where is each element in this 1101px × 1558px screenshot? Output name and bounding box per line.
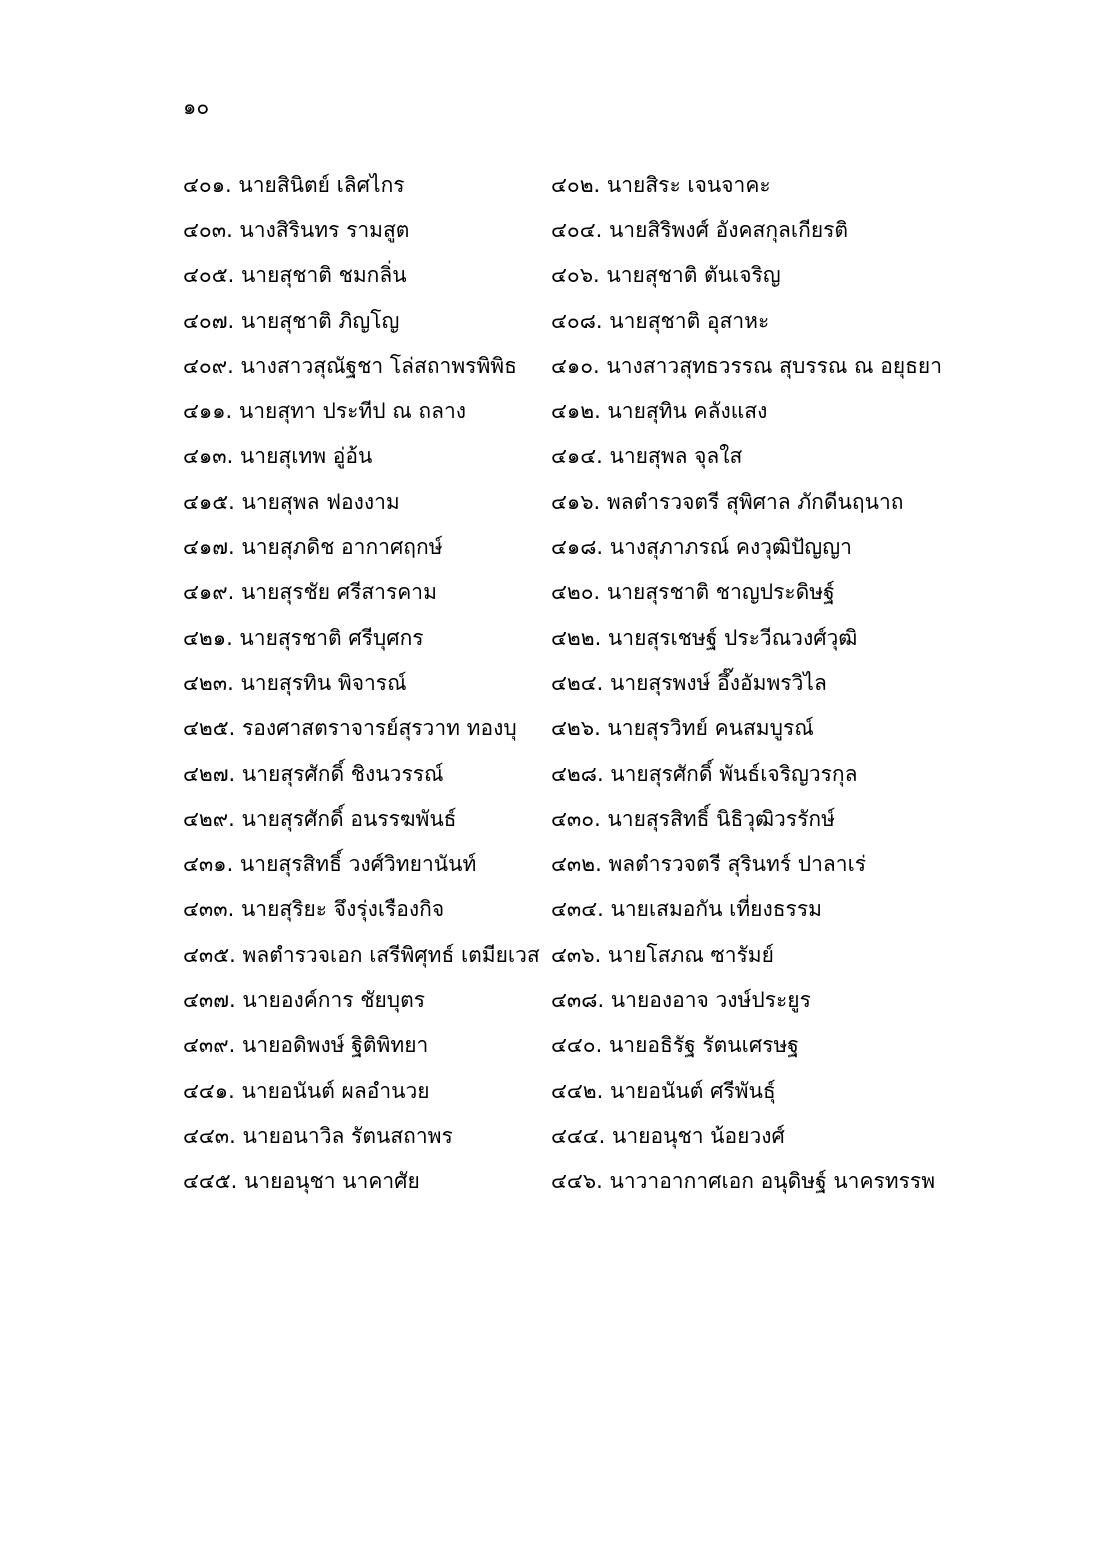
list-item: ๔๐๖. นายสุชาติ ตันเจริญ [551,263,781,288]
list-item: ๔๐๒. นายสิระ เจนจาคะ [551,172,771,197]
list-item: ๔๒๗. นายสุรศักดิ์ ชิงนวรรณ์ [183,761,444,786]
list-item: ๔๓๒. พลตำรวจตรี สุรินทร์ ปาลาเร่ [551,852,867,877]
name-list [183,162,1083,1204]
list-item: ๔๓๕. พลตำรวจเอก เสรีพิศุทธ์ เตมียเวส [183,942,540,967]
list-item: ๔๑๑. นายสุทา ประทีป ณ ถลาง [183,399,467,424]
list-item: ๔๒๖. นายสุรวิทย์ คนสมบูรณ์ [551,716,814,741]
list-item: ๔๑๒. นายสุทิน คลังแสง [551,399,768,424]
list-item: ๔๑๙. นายสุรชัย ศรีสารคาม [183,580,437,605]
list-row [183,343,1083,388]
list-row [183,660,1083,705]
list-item: ๔๔๐. นายอธิรัฐ รัตนเศรษฐ [551,1033,799,1058]
list-item: ๔๓๗. นายองค์การ ชัยบุตร [183,987,426,1012]
list-item: ๔๑๗. นายสุภดิช อากาศฤกษ์ [183,535,443,560]
list-item: ๔๐๙. นางสาวสุณัฐชา โล่สถาพรพิพิธ [183,353,517,378]
list-row [183,388,1083,433]
list-item: ๔๒๕. รองศาสตราจารย์สุรวาท ทองบุ [183,716,517,741]
list-item: ๔๓๙. นายอดิพงษ์ ฐิติพิทยา [183,1033,429,1058]
list-item: ๔๒๙. นายสุรศักดิ์ อนรรฆพันธ์ [183,806,457,831]
list-row [183,524,1083,569]
list-item: ๔๐๓. นางสิรินทร รามสูต [183,217,410,242]
list-item: ๔๐๘. นายสุชาติ อุสาหะ [551,308,770,333]
list-item: ๔๑๐. นางสาวสุทธวรรณ สุบรรณ ณ อยุธยา [551,353,943,378]
list-row [183,887,1083,932]
list-row [183,1023,1083,1068]
list-item: ๔๔๒. นายอนันต์ ศรีพันธุ์ [551,1078,776,1103]
list-item: ๔๔๔. นายอนุชา น้อยวงศ์ [551,1123,785,1148]
list-item: ๔๔๖. นาวาอากาศเอก อนุดิษฐ์ นาครทรรพ [551,1169,936,1194]
list-item: ๔๐๕. นายสุชาติ ชมกลิ่น [183,263,407,288]
list-row [183,207,1083,252]
list-item: ๔๓๖. นายโสภณ ซารัมย์ [551,942,774,967]
list-item: ๔๔๕. นายอนุชา นาคาศัย [183,1169,420,1194]
list-row [183,298,1083,343]
list-item: ๔๐๔. นายสิริพงศ์ อังคสกุลเกียรติ [551,217,849,242]
list-item: ๔๓๔. นายเสมอกัน เที่ยงธรรม [551,897,822,922]
list-row [183,1068,1083,1113]
list-item: ๔๒๑. นายสุรชาติ ศรีบุศกร [183,625,424,650]
list-row [183,615,1083,660]
list-row [183,1159,1083,1204]
list-row [183,434,1083,479]
list-row [183,162,1083,207]
list-item: ๔๒๐. นายสุรชาติ ชาญประดิษฐ์ [551,580,835,605]
list-item: ๔๓๘. นายองอาจ วงษ์ประยูร [551,987,811,1012]
list-row [183,706,1083,751]
list-item: ๔๓๑. นายสุรสิทธิ์ วงศ์วิทยานันท์ [183,852,477,877]
list-item: ๔๓๐. นายสุรสิทธิ์ นิธิวุฒิวรรักษ์ [551,806,835,831]
list-row [183,932,1083,977]
list-item: ๔๒๘. นายสุรศักดิ์ พันธ์เจริญวรกุล [551,761,858,786]
list-item: ๔๒๔. นายสุรพงษ์ อึ๊งอัมพรวิไล [551,670,827,695]
list-row [183,977,1083,1022]
list-item: ๔๐๗. นายสุชาติ ภิญโญ [183,308,400,333]
list-item: ๔๑๔. นายสุพล จุลใส [551,444,743,469]
list-row [183,1113,1083,1158]
list-item: ๔๔๑. นายอนันต์ ผลอำนวย [183,1078,430,1103]
list-item: ๔๔๓. นายอนาวิล รัตนสถาพร [183,1123,453,1148]
list-item: ๔๑๘. นางสุภาภรณ์ คงวุฒิปัญญา [551,535,852,560]
list-row [183,479,1083,524]
list-item: ๔๓๓. นายสุริยะ จึงรุ่งเรืองกิจ [183,897,445,922]
list-row [183,570,1083,615]
list-item: ๔๑๕. นายสุพล ฟองงาม [183,489,400,514]
list-row [183,796,1083,841]
list-item: ๔๒๒. นายสุรเชษฐ์ ประวีณวงศ์วุฒิ [551,625,858,650]
list-row [183,253,1083,298]
list-row [183,751,1083,796]
list-item: ๔๒๓. นายสุรทิน พิจารณ์ [183,670,407,695]
list-item: ๔๑๓. นายสุเทพ อู่อ้น [183,444,373,469]
list-item: ๔๐๑. นายสินิตย์ เลิศไกร [183,172,405,197]
list-row [183,841,1083,886]
list-item: ๔๑๖. พลตำรวจตรี สุพิศาล ภักดีนฤนาถ [551,489,904,514]
page-number: ๑๐ [183,95,210,119]
